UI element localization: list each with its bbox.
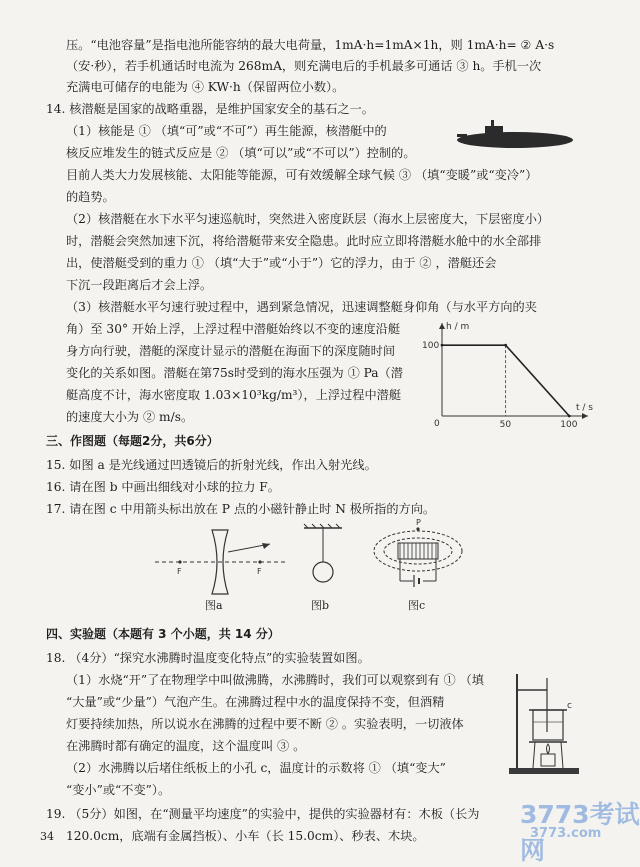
text-line: 身方向行驶，潜艇的深度计显示的潜艇在海面下的深度随时间 [66, 344, 396, 358]
question-15: 15. 如图 a 是光线通过凹透镜后的折射光线，作出入射光线。 [46, 458, 377, 472]
text-line: 下沉一段距离后才会上浮。 [66, 278, 213, 292]
section-4-heading: 四、实验题（本题有 3 个小题，共 14 分） [46, 627, 280, 641]
text-line: 120.0cm，底端有金属挡板）、小车（长 15.0cm）、秒表、木块。 [66, 829, 425, 843]
y-axis-label: h / m [446, 322, 470, 332]
text-line: （1）水烧“开”了在物理学中叫做沸腾，水沸腾时，我们可以观察到有 ① （填 [66, 673, 484, 687]
text-line: 充满电可储存的电能为 ④ KW·h（保留两位小数）。 [66, 80, 345, 94]
question-17: 17. 请在图 c 中用箭头标出放在 P 点的小磁针静止时 N 极所指的方向。 [46, 502, 436, 516]
hole-c-label: c [567, 701, 572, 711]
figure-c-solenoid [370, 515, 470, 600]
text-line: （3）核潜艇水平匀速行驶过程中，遇到紧急情况，迅速调整艇身仰角（与水平方向的夹 [66, 300, 537, 314]
question-16: 16. 请在图 b 中画出细线对小球的拉力 F。 [46, 480, 280, 494]
x-tick-label: 100 [560, 420, 578, 430]
text-line: 角）至 30° 开始上浮，上浮过程中潜艇始终以不变的速度沿艇 [66, 322, 401, 336]
site-watermark-url: 3773.com [530, 826, 602, 841]
question-18: 18. （4分）“探究水沸腾时温度变化特点”的实验装置如图。 [46, 651, 370, 665]
data-point [568, 415, 571, 418]
data-point [504, 344, 507, 347]
y-tick-label: 100 [422, 341, 440, 352]
depth-time-chart [420, 316, 593, 436]
figure-a-concave-lens [150, 522, 290, 602]
boiling-apparatus-illustration [505, 670, 585, 778]
data-point [441, 344, 444, 347]
page-number: 34 [40, 830, 54, 843]
submarine-illustration [455, 116, 575, 152]
text-line: 目前人类大力发展核能、太阳能等能源，可有效缓解全球气候 ③ （填“变暖”或“变冷”） [66, 168, 538, 182]
site-watermark: 3773考试网 [520, 800, 640, 865]
text-line: “变小”或“不变”）。 [66, 783, 171, 797]
focal-label-right: F [257, 567, 262, 576]
figure-b-caption: 图b [311, 599, 330, 612]
text-line: 出，使潜艇受到的重力 ① （填“大于”或“小于”）它的浮力，由于 ② ，潜艇还会 [66, 256, 497, 270]
text-line: 时，潜艇会突然加速下沉，将给潜艇带来安全隐患。此时应立即将潜艇水舱中的水全部排 [66, 234, 542, 248]
question-19: 19. （5分）如图，在“测量平均速度”的实验中，提供的实验器材有：木板（长为 [46, 807, 480, 821]
text-line: 变化的关系如图。潜艇在第75s时受到的海水压强为 ① Pa（潜 [66, 366, 403, 380]
text-line: 在沸腾时都有确定的温度，这个温度叫 ③ 。 [66, 739, 306, 753]
text-line: 艇高度不计，海水密度取 1.03×10³kg/m³），上浮过程中潜艇 [66, 388, 402, 402]
text-line: （2）水沸腾以后堵住纸板上的小孔 c，温度计的示数将 ① （填“变大” [66, 761, 446, 775]
y-axis-arrow [439, 323, 445, 329]
x-tick-label: 0 [434, 419, 440, 429]
text-line: 压。“电池容量”是指电池所能容纳的最大电荷量，1mA·h=1mA×1h，则 1mA·h= ② A·s [66, 38, 555, 52]
focal-label-left: F [177, 567, 182, 576]
figure-c-caption: 图c [408, 599, 426, 612]
section-3-heading: 三、作图题（每题2分，共6分） [46, 434, 219, 448]
question-14-title: 14. 核潜艇是国家的战略重器，是维护国家安全的基石之一。 [46, 102, 374, 116]
figure-a-caption: 图a [205, 599, 223, 612]
text-line: 灯要持续加热，所以说水在沸腾的过程中要不断 ② 。实验表明，一切液体 [66, 717, 464, 731]
text-line: 核反应堆发生的链式反应是 ② （填“可以”或“不可以”）控制的。 [66, 146, 416, 160]
x-axis-arrow [582, 413, 588, 419]
text-line: （2）核潜艇在水下水平匀速巡航时，突然进入密度跃层（海水上层密度大，下层密度小） [66, 212, 550, 226]
text-line: 的速度大小为 ② m/s。 [66, 410, 194, 424]
text-line: 的趋势。 [66, 190, 115, 204]
x-tick-label: 50 [499, 420, 512, 430]
figure-b-pendulum [298, 522, 348, 592]
x-axis-label: t / s [576, 403, 593, 413]
point-p-label: P [416, 518, 421, 527]
text-line: （安·秒），若手机通话时电流为 268mA，则充满电后的手机最多可通话 ③ h。手机一次 [66, 59, 542, 73]
text-line: （1）核能是 ① （填“可”或“不可”）再生能源，核潜艇中的 [66, 124, 387, 138]
text-line: “大量”或“少量”）气泡产生。在沸腾过程中水的温度保持不变，但酒精 [66, 695, 445, 709]
